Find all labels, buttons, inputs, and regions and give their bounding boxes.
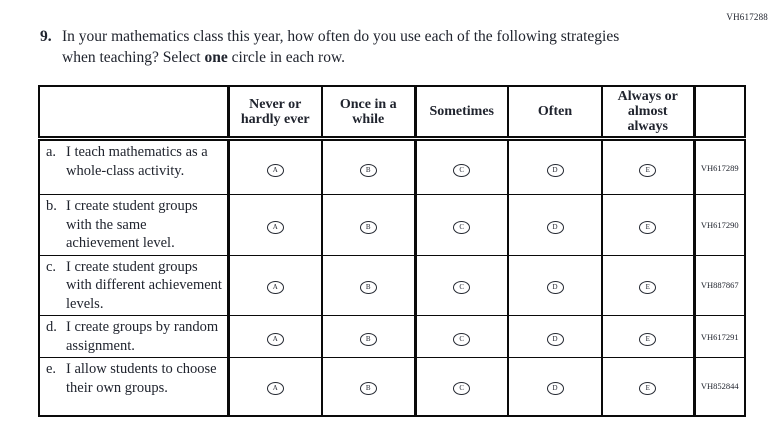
option-bubble-e[interactable]: E	[639, 221, 656, 234]
question-number: 9.	[40, 28, 52, 45]
option-bubble-a[interactable]: A	[267, 333, 284, 346]
row-letter: a.	[46, 144, 57, 160]
option-bubble-d[interactable]: D	[547, 281, 564, 294]
header-cell-sometimes: Sometimes	[415, 86, 508, 139]
option-bubble-c[interactable]: C	[453, 164, 470, 177]
table-row-d	[39, 316, 745, 358]
header-cell-once: Once in a while	[322, 86, 415, 139]
option-bubble-a[interactable]: A	[267, 221, 284, 234]
option-bubble-b[interactable]: B	[360, 281, 377, 294]
row-text: I create groups by random assignment.	[66, 319, 219, 354]
option-cell	[508, 195, 602, 256]
option-bubble-c[interactable]: C	[453, 281, 470, 294]
option-cell	[415, 139, 508, 195]
table-row-c	[39, 255, 745, 316]
row-item-code: VH617289	[694, 139, 745, 195]
option-bubble-b[interactable]: B	[360, 164, 377, 177]
option-cell	[415, 316, 508, 358]
row-text: I create student groups with the same achievement level.	[66, 198, 198, 251]
header-cell-always: Always or almost always	[602, 86, 694, 139]
row-stem	[39, 358, 228, 416]
option-bubble-d[interactable]: D	[547, 333, 564, 346]
option-cell	[322, 358, 415, 416]
question-bold-word: one	[204, 49, 228, 66]
row-letter: d.	[46, 319, 57, 335]
header-row	[39, 86, 745, 139]
option-bubble-e[interactable]: E	[639, 281, 656, 294]
header-cell-often: Often	[508, 86, 602, 139]
option-bubble-d[interactable]: D	[547, 164, 564, 177]
option-cell	[228, 358, 322, 416]
option-cell	[508, 316, 602, 358]
row-letter: b.	[46, 198, 57, 214]
header-cell-code-empty	[694, 86, 745, 139]
row-item-code: VH852844	[700, 381, 739, 392]
option-bubble-b[interactable]: B	[360, 221, 377, 234]
option-cell	[508, 255, 602, 316]
row-item-code: VH887867	[694, 255, 745, 316]
option-bubble-c[interactable]: C	[453, 382, 470, 395]
row-letter: e.	[46, 361, 57, 377]
option-cell	[228, 316, 322, 358]
option-bubble-a[interactable]: A	[267, 281, 284, 294]
question-text-start: In your mathematics class this year, how often do you use each of the following strategies when teaching? Select	[62, 28, 620, 66]
option-bubble-e[interactable]: E	[639, 382, 656, 395]
option-bubble-a[interactable]: A	[267, 164, 284, 177]
option-cell	[508, 139, 602, 195]
row-text: I allow students to choose their own groups.	[66, 361, 217, 396]
row-stem	[39, 316, 228, 358]
option-cell	[602, 195, 694, 256]
header-cell-empty	[39, 86, 228, 139]
option-cell	[602, 139, 694, 195]
option-bubble-b[interactable]: B	[360, 333, 377, 346]
header-cell-never: Never or hardly ever	[228, 86, 322, 139]
table-row-e	[39, 358, 745, 416]
option-cell	[322, 195, 415, 256]
row-stem	[39, 195, 228, 256]
row-letter: c.	[46, 258, 57, 275]
option-bubble-d[interactable]: D	[547, 221, 564, 234]
option-bubble-c[interactable]: C	[453, 333, 470, 346]
option-cell	[228, 255, 322, 316]
option-cell	[228, 139, 322, 195]
option-bubble-b[interactable]: B	[360, 382, 377, 395]
option-bubble-c[interactable]: C	[453, 221, 470, 234]
option-bubble-d[interactable]: D	[547, 382, 564, 395]
option-cell	[602, 358, 694, 416]
option-bubble-e[interactable]: E	[639, 333, 656, 346]
option-cell	[322, 255, 415, 316]
question-text-end: circle in each row.	[227, 49, 346, 66]
question	[40, 26, 650, 68]
response-table	[38, 85, 746, 417]
option-cell	[415, 255, 508, 316]
option-bubble-e[interactable]: E	[639, 164, 656, 177]
option-cell	[602, 316, 694, 358]
option-cell	[228, 195, 322, 256]
option-bubble-a[interactable]: A	[267, 382, 284, 395]
option-cell	[322, 316, 415, 358]
option-cell	[602, 255, 694, 316]
table-row-b	[39, 195, 745, 256]
option-cell	[322, 139, 415, 195]
option-cell	[508, 358, 602, 416]
option-cell	[415, 358, 508, 416]
row-text: I teach mathematics as a whole-class activity.	[66, 144, 208, 179]
question-text	[62, 26, 637, 68]
row-item-code: VH617291	[694, 316, 745, 358]
page-item-code: VH617288	[726, 12, 768, 22]
option-cell	[415, 195, 508, 256]
table-row-a	[39, 139, 745, 195]
row-text: I create student groups with different achievement levels.	[66, 258, 222, 312]
row-item-code: VH617290	[694, 195, 745, 256]
row-stem	[39, 139, 228, 195]
row-stem	[39, 255, 228, 316]
